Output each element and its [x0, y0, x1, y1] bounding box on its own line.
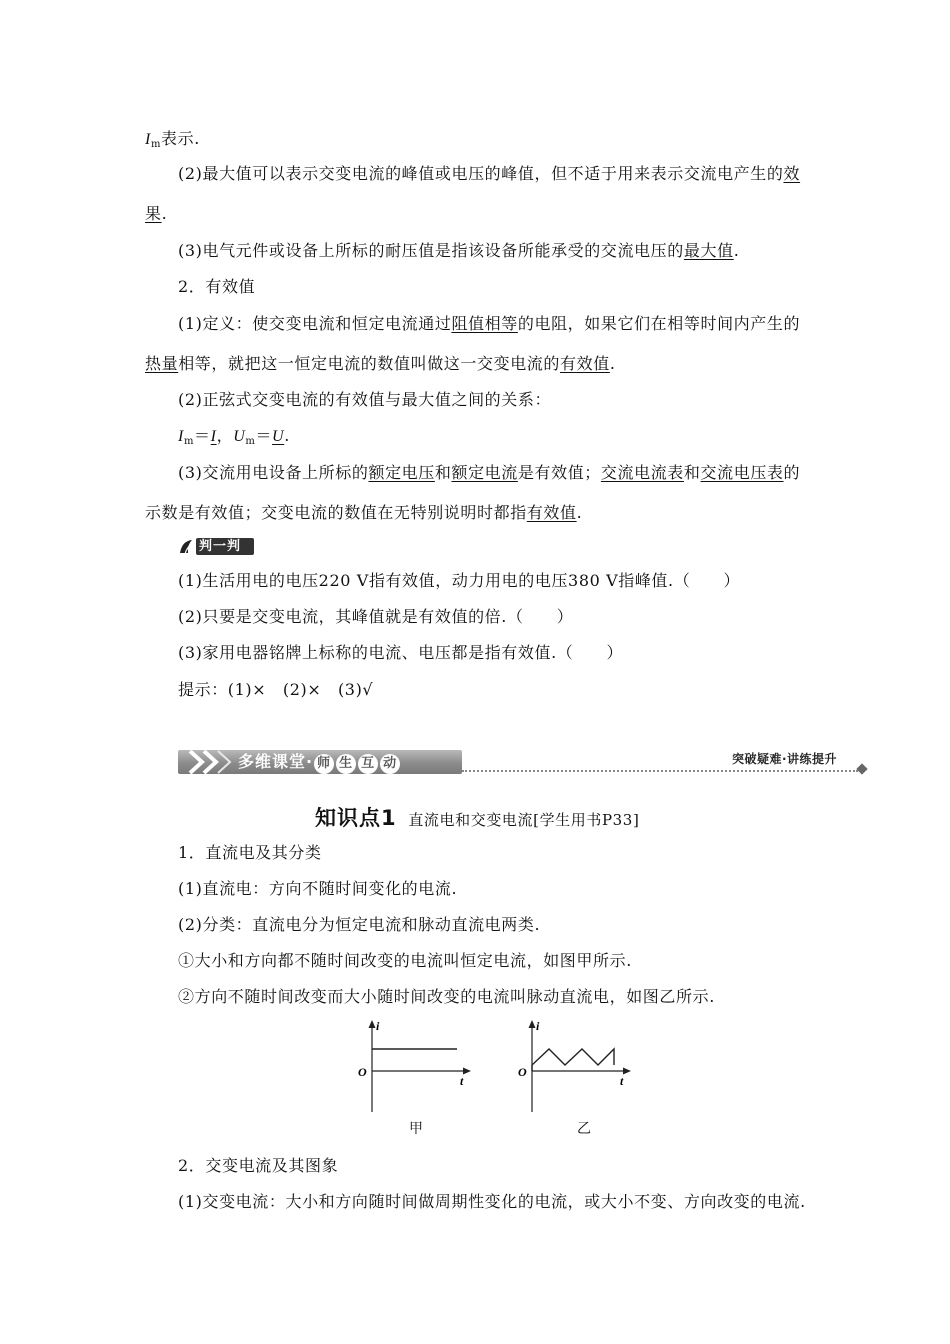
text: . [609, 354, 616, 373]
x-arrow-icon [463, 1068, 471, 1075]
line-sine-relation: (2)正弦式交变电流的有效值与最大值之间的关系： [178, 390, 552, 409]
underlined-text: 热量 [145, 354, 179, 373]
text: ， [216, 426, 234, 445]
text: 相等，就把这一恒定电流的数值叫做这一交变电流的 [178, 354, 561, 373]
body-line: (2)分类：直流电分为恒定电流和脉动直流电两类. [178, 915, 541, 934]
text: . [576, 503, 583, 522]
y-arrow-icon [529, 1020, 536, 1028]
text: . [284, 426, 290, 445]
body-heading-2: 2．交变电流及其图象 [178, 1156, 339, 1175]
text: (3)电气元件或设备上所标的耐压值是指该设备所能承受的交流电压的 [178, 241, 684, 260]
body-line: ①大小和方向都不随时间改变的电流叫恒定电流，如图甲所示. [178, 951, 632, 970]
heading-effective-value: 2．有效值 [178, 277, 256, 296]
subscript-m: m [245, 436, 256, 447]
y-axis-label: i [536, 1019, 540, 1033]
line-max-value-2 [178, 163, 800, 185]
underlined-text: 效 [783, 164, 801, 183]
figure-jia [350, 1018, 475, 1113]
text: 的电阻，如果它们在相等时间内产生的 [517, 314, 801, 333]
line-rated-values [178, 462, 800, 484]
text: 示数是有效值；交变电流的数值在无特别说明时都指 [145, 503, 527, 522]
banner-dotted-line [462, 770, 858, 772]
text: . [733, 241, 740, 260]
knowledge-point-title: 知识点1 [315, 806, 397, 830]
underlined-text: 果 [145, 204, 162, 223]
text: 和 [434, 463, 452, 482]
text: (2)最大值可以表示交变电流的峰值或电压的峰值，但不适于用来表示交流电产生的 [178, 164, 784, 183]
banner-circle-char: 互 [358, 754, 378, 774]
text: 是有效值； [517, 463, 601, 482]
text: ＝ [255, 426, 273, 445]
pulsating-current-wave [532, 1049, 614, 1071]
line-definition-cont [145, 353, 616, 375]
hint-answers: 提示：(1)× (2)× (3)√ [178, 680, 374, 699]
underlined-text: 交流电流表 [600, 463, 684, 482]
body-line: ②方向不随时间改变而大小随时间改变的电流叫脉动直流电，如图乙所示. [178, 987, 715, 1006]
banner-title-main: 多维课堂 [238, 752, 307, 771]
symbol-U: U [233, 428, 246, 445]
judge-badge [178, 537, 258, 555]
subscript-m: m [183, 436, 195, 447]
underlined-text: 最大值 [683, 241, 734, 260]
banner-title [238, 750, 401, 774]
subscript-m: m [150, 139, 162, 150]
judge-badge-label: 判一判 [199, 539, 242, 554]
line-definition [178, 313, 800, 335]
text: (3)交流用电设备上所标的 [178, 463, 369, 482]
symbol-I: I [145, 131, 151, 148]
text: . [161, 204, 168, 223]
line-im-desc [145, 128, 200, 156]
line-rated-values-cont [145, 502, 582, 524]
underlined-text: 额定电压 [368, 463, 435, 482]
figure-yi [510, 1018, 635, 1113]
underlined-text: 有效值 [560, 354, 610, 373]
line-max-value-3 [178, 240, 739, 262]
question-2: (2)只要是交变电流，其峰值就是有效值的倍.（ ） [178, 607, 574, 626]
body-line: (1)直流电：方向不随时间变化的电流. [178, 879, 458, 898]
question-3: (3)家用电器铭牌上标称的电流、电压都是指有效值.（ ） [178, 643, 624, 662]
y-axis-label: i [376, 1019, 380, 1033]
underlined-symbol: I [210, 428, 217, 445]
body-heading-1: 1．直流电及其分类 [178, 843, 322, 862]
body-line: (1)交变电流：大小和方向随时间做周期性变化的电流，或大小不变、方向改变的电流. [178, 1192, 806, 1211]
line-max-value-2-cont [145, 203, 167, 225]
figure-yi-caption: 乙 [577, 1121, 592, 1137]
text: 的 [783, 463, 801, 482]
x-arrow-icon [623, 1068, 631, 1075]
x-axis-label: t [460, 1074, 464, 1088]
double-chevron-icon [182, 750, 242, 774]
text: (1)定义：使交变电流和恒定电流通过 [178, 314, 452, 333]
text: 表示. [161, 129, 200, 148]
banner-title-dot: · [306, 752, 314, 771]
y-arrow-icon [369, 1020, 376, 1028]
x-axis-label: t [620, 1074, 624, 1088]
underlined-text: 交流电压表 [700, 463, 784, 482]
banner-right-label: 突破疑难·讲练提升 [732, 752, 838, 766]
line-formula [178, 425, 290, 453]
text: 和 [683, 463, 701, 482]
underlined-text: 额定电流 [451, 463, 518, 482]
underlined-text: 阻值相等 [451, 314, 518, 333]
section-banner [178, 748, 868, 778]
figure-jia-caption: 甲 [409, 1121, 424, 1137]
text: ＝ [194, 426, 211, 445]
question-1: (1)生活用电的电压220 V指有效值，动力用电的电压380 V指峰值.（ ） [178, 571, 741, 590]
banner-circle-char: 生 [336, 754, 356, 774]
knowledge-point-subtitle: 直流电和交变电流[学生用书P33] [408, 811, 640, 829]
origin-label: O [358, 1065, 367, 1079]
banner-circle-char: 动 [380, 754, 400, 774]
underlined-symbol: U [272, 428, 285, 445]
banner-circle-char: 师 [314, 754, 334, 774]
symbol-I: I [178, 428, 184, 445]
underlined-text: 有效值 [526, 503, 577, 522]
knowledge-point-heading [315, 805, 639, 833]
banner-diamond-icon [856, 763, 867, 774]
origin-label: O [518, 1065, 527, 1079]
